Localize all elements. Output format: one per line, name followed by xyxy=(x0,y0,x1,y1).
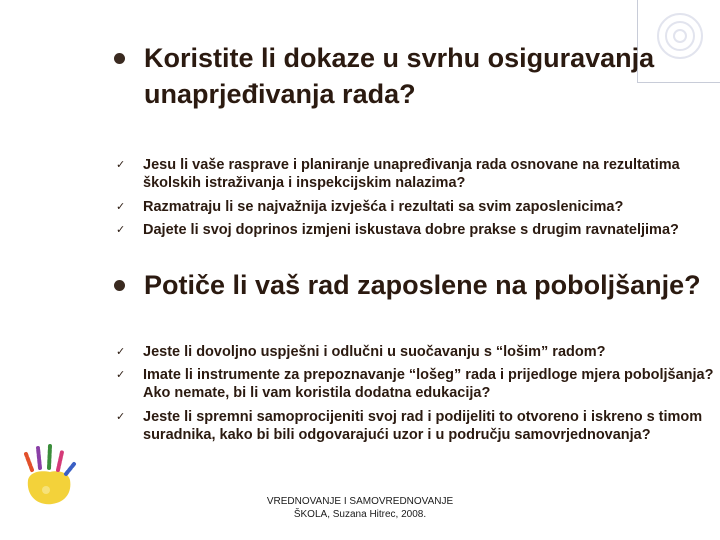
list-item xyxy=(116,156,720,192)
checkmark-icon: ✓ xyxy=(116,369,126,381)
colorful-hand-logo xyxy=(22,440,82,510)
checkmark-icon: ✓ xyxy=(116,411,126,423)
bullet-icon xyxy=(114,53,125,64)
list-item xyxy=(116,408,720,444)
list-item xyxy=(116,198,623,216)
list-item xyxy=(116,221,679,239)
checkmark-icon: ✓ xyxy=(116,224,126,236)
footer-line-2: ŠKOLA, Suzana Hitrec, 2008. xyxy=(293,509,427,520)
list-item-text: Jesu li vaše rasprave i planiranje unapređivanja rada osnovane na rezultatima školskih istraživanja i inspekcijskim nalazima? xyxy=(143,157,680,191)
footer-line-1: VREDNOVANJE I SAMOVREDNOVANJE xyxy=(266,496,454,507)
heading-2-text: Potiče li vaš rad zaposlene na poboljšanje? xyxy=(144,270,701,300)
list-item-text: Jeste li dovoljno uspješni i odlučni u suočavanju s “lošim” radom? xyxy=(143,344,606,360)
list-item xyxy=(116,343,605,361)
checkmark-icon: ✓ xyxy=(116,346,126,358)
list-item-text: Jeste li spremni samoprocijeniti svoj rad i podijeliti to otvoreno i iskreno s timom suradnika, kako bi bili odgovarajući uzor i u području samovrjednovanja? xyxy=(143,409,703,443)
heading-1-text: Koristite li dokaze u svrhu osiguravanja unaprjeđivanja rada? xyxy=(144,43,655,109)
heading-2 xyxy=(114,267,701,303)
footer xyxy=(240,495,480,521)
heading-1 xyxy=(114,40,720,112)
list-item-text: Dajete li svoj doprinos izmjeni iskustava dobre prakse s drugim ravnateljima? xyxy=(143,222,679,238)
bullet-icon xyxy=(114,280,125,291)
checkmark-icon: ✓ xyxy=(116,201,126,213)
list-item-text: Razmatraju li se najvažnija izvješća i rezultati sa svim zaposlenicima? xyxy=(143,199,624,215)
list-item-text: Imate li instrumente za prepoznavanje “lošeg” rada i prijedloge mjera poboljšanja? Ako nemate, bi li vam koristila dodatna edukacija? xyxy=(143,367,714,401)
checkmark-icon: ✓ xyxy=(116,159,126,171)
list-item xyxy=(116,366,720,402)
